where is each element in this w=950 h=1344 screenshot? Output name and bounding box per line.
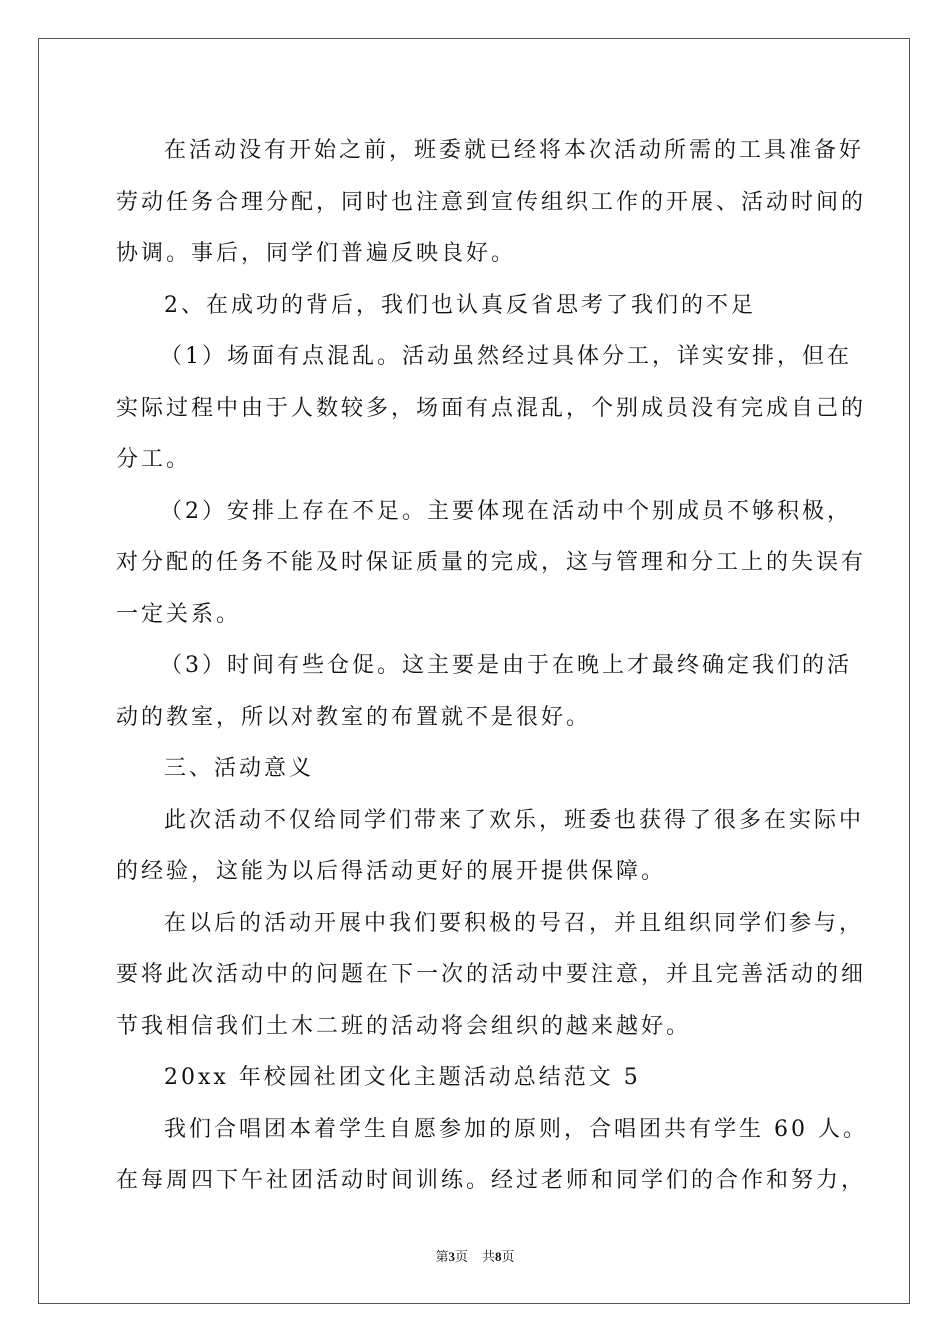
paragraph-line: 一定关系。 — [116, 601, 242, 627]
paragraph-line: 在活动没有开始之前，班委就已经将本次活动所需的工具准备好 — [164, 138, 865, 163]
paragraph-line: 劳动任务合理分配，同时也注意到宣传组织工作的开展、活动时间的 — [116, 189, 867, 215]
paragraph-line: 节我相信我们土木二班的活动将会组织的越来越好。 — [116, 1013, 692, 1039]
total-suffix: 页 — [501, 1250, 515, 1265]
total-prefix: 共 — [482, 1250, 496, 1265]
paragraph-line: 此次活动不仅给同学们带来了欢乐，班委也获得了很多在实际中 — [164, 807, 865, 833]
page-suffix: 页 — [454, 1250, 468, 1265]
page-prefix: 第 — [435, 1250, 449, 1265]
page-footer — [0, 1246, 950, 1265]
paragraph-line: 要将此次活动中的问题在下一次的活动中要注意，并且完善活动的细 — [116, 962, 867, 987]
paragraph-line: 协调。事后，同学们普遍反映良好。 — [116, 241, 517, 266]
current-page-number: 3 — [448, 1249, 455, 1264]
paragraph-line: 分工。 — [116, 447, 192, 472]
paragraph-line: 动的教室，所以对教室的布置就不是很好。 — [116, 704, 592, 730]
paragraph-line: （2）安排上存在不足。主要体现在活动中个别成员不够积极， — [160, 498, 852, 524]
paragraph-line: 在每周四下午社团活动时间训练。经过老师和同学们的合作和努力， — [116, 1168, 867, 1193]
paragraph-line: 实际过程中由于人数较多，场面有点混乱，个别成员没有完成自己的 — [116, 395, 867, 421]
section-heading: 三、活动意义 — [164, 756, 315, 781]
paragraph-line: 的经验，这能为以后得活动更好的展开提供保障。 — [116, 859, 667, 884]
article-title: 20xx 年校园社团文化主题活动总结范文 5 — [164, 1065, 641, 1090]
paragraph-line: 我们合唱团本着学生自愿参加的原则，合唱团共有学生 60 人。 — [164, 1116, 868, 1142]
section-heading: 2、在成功的背后，我们也认真反省思考了我们的不足 — [164, 292, 756, 318]
document-body — [116, 125, 868, 1207]
paragraph-line: 对分配的任务不能及时保证质量的完成，这与管理和分工上的失误有 — [116, 550, 867, 575]
total-pages-number: 8 — [495, 1249, 502, 1264]
paragraph-line: （1）场面有点混乱。活动虽然经过具体分工，详实安排，但在 — [160, 344, 852, 369]
paragraph-line: 在以后的活动开展中我们要积极的号召，并且组织同学们参与， — [164, 910, 865, 936]
paragraph-line: （3）时间有些仓促。这主要是由于在晚上才最终确定我们的活 — [160, 653, 852, 678]
